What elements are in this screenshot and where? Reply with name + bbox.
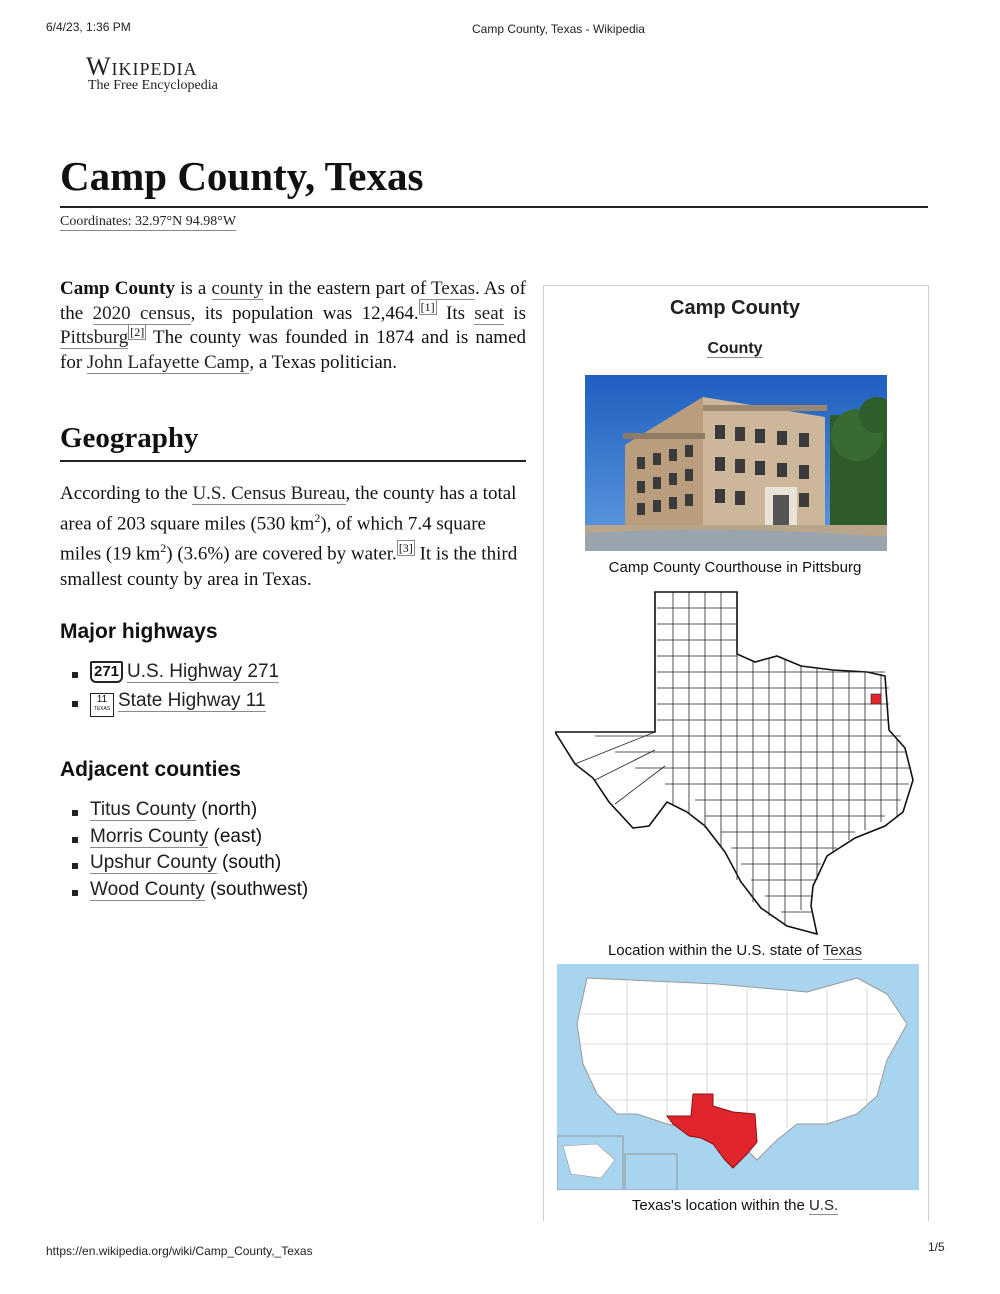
adjacent-heading: Adjacent counties xyxy=(60,758,241,781)
link-us[interactable]: U.S. xyxy=(808,1197,839,1214)
list-item xyxy=(60,826,500,853)
map1-caption-text: Location within the U.S. state of xyxy=(607,942,823,959)
intro-text: , a Texas politician. xyxy=(249,351,398,373)
infobox-subtitle xyxy=(543,340,927,358)
citation-1[interactable]: [1] xyxy=(420,300,435,315)
intro-text: in the eastern part of xyxy=(263,278,431,299)
print-page-number: 1/5 xyxy=(928,1240,945,1254)
link-2020-census[interactable]: 2020 census xyxy=(92,302,191,324)
geography-divider xyxy=(60,460,526,462)
geo-text: ) (3.6%) are covered by water. xyxy=(166,543,397,565)
coordinates xyxy=(60,212,236,230)
intro-bold-name: Camp County xyxy=(60,278,175,299)
map1-caption xyxy=(543,942,927,959)
geo-text: It is the third smallest county by area in Texas. xyxy=(60,543,518,590)
geo-text: , the county has a total area of 203 square miles (530 km xyxy=(60,483,517,535)
intro-text: is xyxy=(503,302,526,324)
geography-heading: Geography xyxy=(60,422,199,454)
highway-item xyxy=(60,661,500,690)
logo-tagline: The Free Encyclopedia xyxy=(88,78,218,93)
link-seat[interactable]: seat xyxy=(474,302,504,324)
geo-text: ), of which 7.4 square miles (19 km xyxy=(60,513,486,565)
map2-caption-text: Texas's location within the xyxy=(631,1197,809,1214)
highway-item xyxy=(60,690,500,719)
coordinates-link[interactable]: 32.97°N 94.98°W xyxy=(135,214,237,229)
page-title: Camp County, Texas xyxy=(60,153,424,199)
direction-text: (east) xyxy=(208,825,263,847)
link-morris-county[interactable]: Morris County xyxy=(90,825,209,847)
link-john-lafayette-camp[interactable]: John Lafayette Camp xyxy=(86,351,250,373)
citation-3[interactable]: [3] xyxy=(398,541,413,556)
intro-text: The county was founded in 1874 and is named for xyxy=(60,327,526,373)
direction-text: (south) xyxy=(216,852,282,874)
list-item xyxy=(60,879,500,906)
link-titus-county[interactable]: Titus County xyxy=(90,799,196,820)
intro-text: , its population was 12,464. xyxy=(190,302,419,324)
coordinates-label: Coordinates: xyxy=(60,214,132,229)
print-page-title: Camp County, Texas - Wikipedia xyxy=(472,22,645,36)
highways-list xyxy=(60,661,500,719)
link-census-bureau[interactable]: U.S. Census Bureau xyxy=(192,483,346,504)
link-state-highway-11[interactable]: State Highway 11 xyxy=(118,690,266,711)
texas-state-shield-icon xyxy=(90,693,114,717)
link-texas[interactable]: Texas xyxy=(430,278,476,299)
link-upshur-county[interactable]: Upshur County xyxy=(90,852,217,874)
wikipedia-logo[interactable] xyxy=(86,52,218,94)
intro-text: is a xyxy=(174,278,212,299)
direction-text: (north) xyxy=(195,799,258,820)
link-pittsburg[interactable]: Pittsburg xyxy=(60,327,129,348)
adjacent-list xyxy=(60,799,500,906)
direction-text: (southwest) xyxy=(204,879,309,901)
list-item xyxy=(60,852,500,879)
link-county[interactable]: county xyxy=(211,278,264,299)
camp-county-highlight xyxy=(871,694,881,704)
title-divider xyxy=(60,206,928,208)
geo-text: According to the xyxy=(60,483,193,504)
link-county-type[interactable]: County xyxy=(707,340,763,357)
intro-text: . As of the xyxy=(60,278,526,324)
geo-sup: 2 xyxy=(314,511,321,525)
tx-shield-label: TEXAS xyxy=(93,706,111,712)
link-us-highway-271[interactable]: U.S. Highway 271 xyxy=(127,661,280,682)
citation-2[interactable]: [2] xyxy=(130,324,145,339)
map2-caption xyxy=(543,1197,927,1214)
courthouse-photo[interactable] xyxy=(585,375,887,551)
list-item xyxy=(60,799,500,826)
geography-paragraph xyxy=(60,481,528,592)
texas-locator-map[interactable] xyxy=(555,590,919,935)
tx-shield-number: 11 xyxy=(96,694,108,705)
link-texas-state[interactable]: Texas xyxy=(822,942,863,959)
intro-text: Its xyxy=(436,302,475,324)
hawaii-inset xyxy=(625,1154,677,1190)
us-route-shield-icon: 271 xyxy=(90,661,123,683)
print-datetime: 6/4/23, 1:36 PM xyxy=(46,20,131,34)
print-url: https://en.wikipedia.org/wiki/Camp_County,_Texas xyxy=(46,1244,313,1258)
infobox-title: Camp County xyxy=(670,297,800,319)
intro-paragraph xyxy=(60,277,526,375)
logo-wordmark: Wikipedia xyxy=(86,52,198,81)
us-locator-map[interactable] xyxy=(557,964,919,1190)
photo-caption: Camp County Courthouse in Pittsburg xyxy=(608,559,862,576)
link-wood-county[interactable]: Wood County xyxy=(90,879,205,901)
geo-sup: 2 xyxy=(160,541,167,556)
highways-heading: Major highways xyxy=(60,620,218,643)
